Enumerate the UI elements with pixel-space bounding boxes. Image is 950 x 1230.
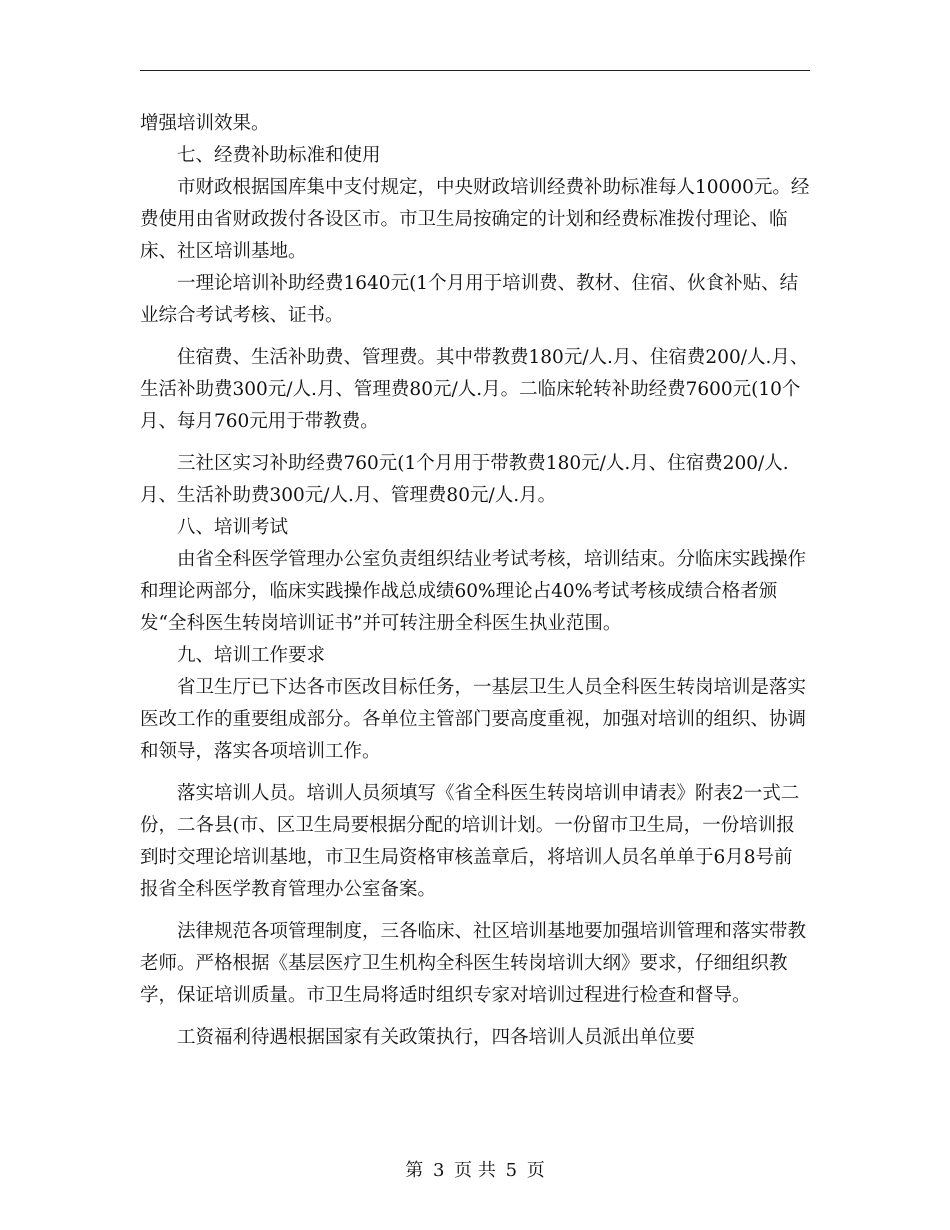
footer-prefix: 第 xyxy=(405,1160,424,1181)
section-heading: 九、培训工作要求 xyxy=(177,645,326,666)
footer-middle: 页 共 xyxy=(454,1160,496,1181)
header-rule xyxy=(140,70,810,71)
paragraph: 工资福利待遇根据国家有关政策执行，四各培训人员派出单位要 xyxy=(177,1027,696,1048)
paragraph: 落实培训人员。培训人员须填写《省全科医生转岗培训申请表》附表2一式二份，二各县(市、区卫生局要根据分配的培训计划。一份留市卫生局，一份培训报到时交理论培训基地，市卫生局资格审核盖章后，将培训人员名单单于6月8号前报省全科医学教育管理办公室备案。 xyxy=(140,783,800,900)
paragraph: 省卫生厅已下达各市医改目标任务，一基层卫生人员全科医生转岗培训是落实医改工作的重要组成部分。各单位主管部门要高度重视，加强对培训的组织、协调和领导，落实各项培训工作。 xyxy=(140,677,807,762)
section-heading: 七、经费补助标准和使用 xyxy=(177,145,381,166)
section-heading: 八、培训考试 xyxy=(177,517,289,538)
paragraph: 增强培训效果。 xyxy=(140,113,270,134)
paragraph: 住宿费、生活补助费、管理费。其中带教费180元/人.月、住宿费200/人.月、生活补助费300元/人.月、管理费80元/人.月。二临床轮转补助经费7600元(10个月、每月760元用于带教费。 xyxy=(140,347,809,432)
document-body xyxy=(140,108,810,1054)
paragraph: 一理论培训补助经费1640元(1个月用于培训费、教材、住宿、伙食补贴、结业综合考试考核、证书。 xyxy=(140,273,799,326)
paragraph: 法律规范各项管理制度，三各临床、社区培训基地要加强培训管理和落实带教老师。严格根据《基层医疗卫生机构全科医生转岗培训大纲》要求，仔细组织教学，保证培训质量。市卫生局将适时组织专家对培训过程进行检查和督导。 xyxy=(140,921,807,1006)
paragraph: 由省全科医学管理办公室负责组织结业考试考核，培训结束。分临床实践操作和理论两部分，临床实践操作战总成绩60%理论占40%考试考核成绩合格者颁发“全科医生转岗培训证书”并可转注册全科医生执业范围。 xyxy=(140,549,807,634)
page-footer xyxy=(0,1156,950,1182)
paragraph: 三社区实习补助经费760元(1个月用于带教费180元/人.月、住宿费200/人.月、生活补助费300元/人.月、管理费80元/人.月。 xyxy=(140,453,789,506)
page-number: 3 xyxy=(432,1160,445,1181)
footer-suffix: 页 xyxy=(526,1160,545,1181)
page-total: 5 xyxy=(505,1160,518,1181)
paragraph: 市财政根据国库集中支付规定，中央财政培训经费补助标准每人10000元。经费使用由省财政拨付各设区市。市卫生局按确定的计划和经费标准拨付理论、临床、社区培训基地。 xyxy=(140,177,810,262)
